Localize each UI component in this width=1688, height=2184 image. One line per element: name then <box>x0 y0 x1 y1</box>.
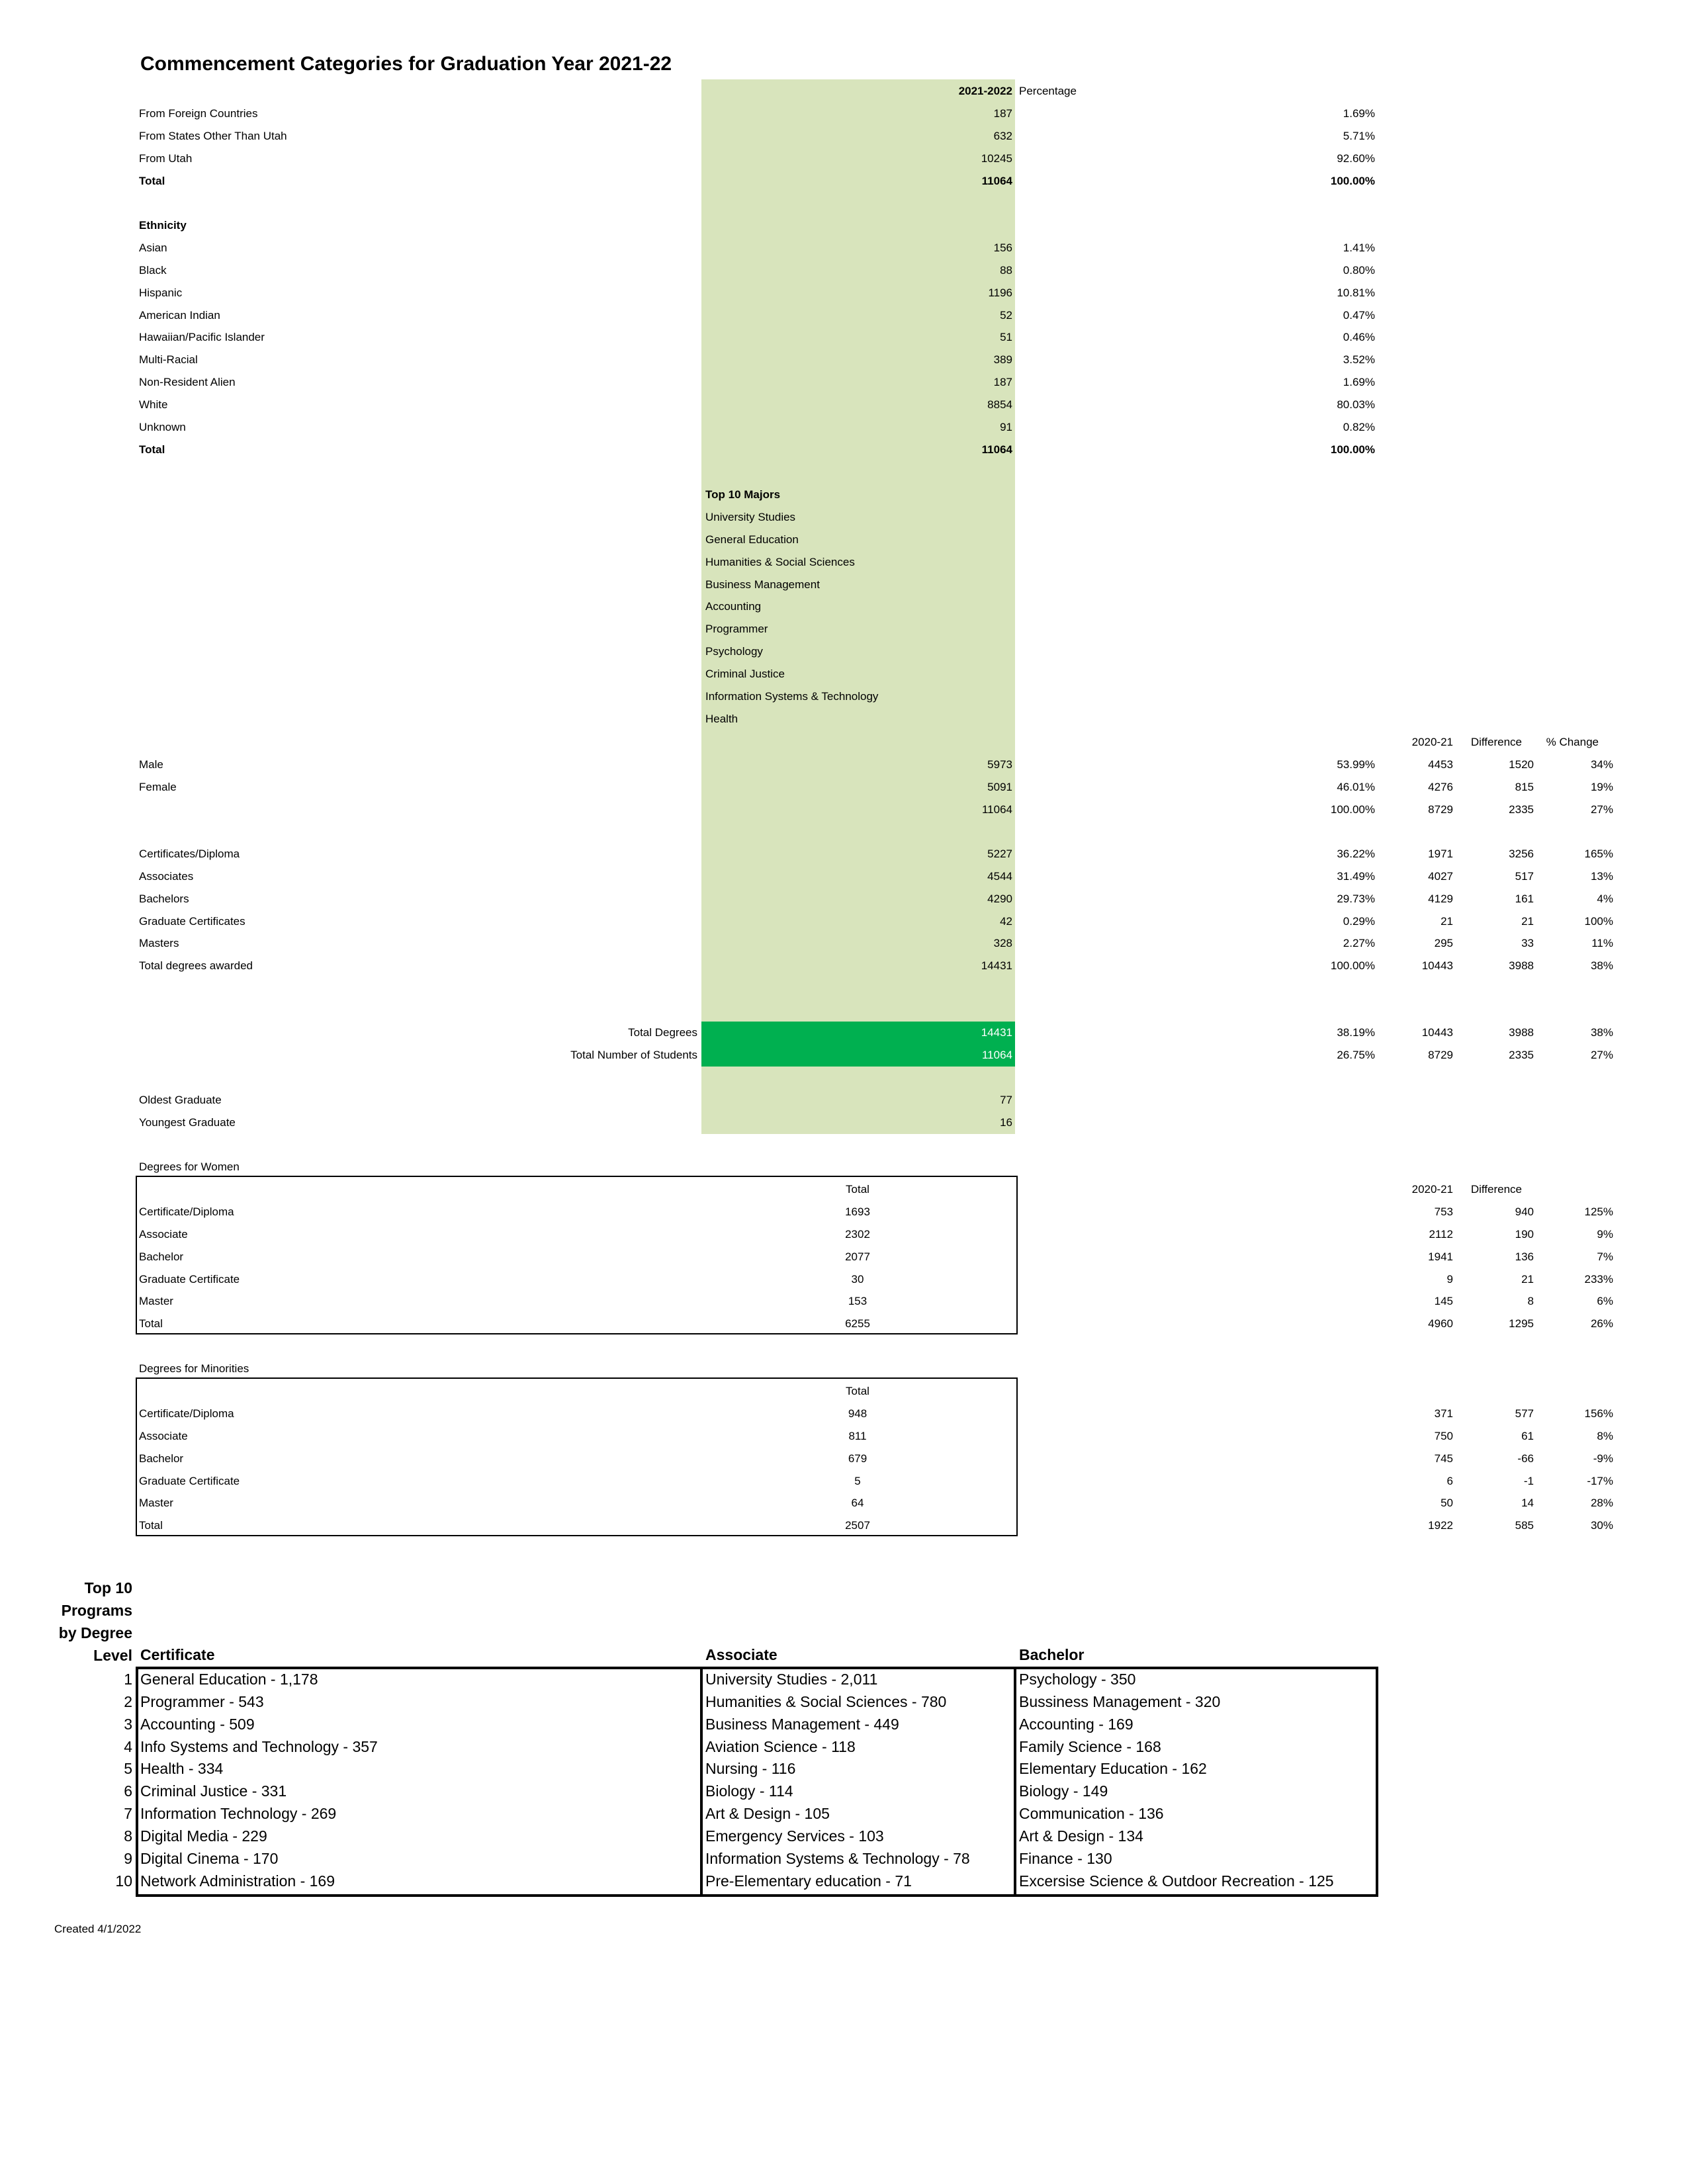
gender-change: 27% <box>1590 803 1613 816</box>
minorities-row-prev: 50 <box>1441 1497 1453 1510</box>
minorities-row-prev: 745 <box>1434 1452 1453 1465</box>
degrees-diff: 161 <box>1515 892 1534 905</box>
degrees-prev: 1971 <box>1428 848 1453 860</box>
age-label: Youngest Graduate <box>139 1115 236 1129</box>
programs-header-associate: Associate <box>705 1646 777 1663</box>
origin-label: Total <box>139 174 165 187</box>
minorities-row-label: Associate <box>139 1429 188 1442</box>
minorities-row-total: 811 <box>848 1429 867 1442</box>
ethnicity-label: Black <box>139 263 167 277</box>
gender-count: 5091 <box>987 780 1012 793</box>
women-row-label: Master <box>139 1295 173 1308</box>
minorities-row-total: 948 <box>848 1407 867 1420</box>
women-heading: Degrees for Women <box>139 1160 240 1173</box>
ethnicity-label: Total <box>139 443 165 456</box>
origin-label: From States Other Than Utah <box>139 129 287 142</box>
ethnicity-label: Unknown <box>139 420 186 433</box>
degrees-change: 100% <box>1584 914 1613 928</box>
minorities-row-total: 2507 <box>845 1519 870 1532</box>
minorities-row-change: -17% <box>1587 1474 1613 1487</box>
women-row-label: Associate <box>139 1227 188 1241</box>
degrees-change: 165% <box>1584 848 1613 860</box>
women-row-change: 6% <box>1597 1295 1613 1308</box>
program-bachelor: Excersise Science & Outdoor Recreation - 125 <box>1019 1872 1334 1890</box>
minorities-row-label: Bachelor <box>139 1452 184 1465</box>
degrees-diff: 3256 <box>1509 848 1534 860</box>
origin-count: 10245 <box>981 152 1012 165</box>
ethnicity-label: Non-Resident Alien <box>139 376 236 389</box>
age-value: 77 <box>1000 1094 1012 1106</box>
program-associate: Nursing - 116 <box>705 1760 796 1778</box>
program-bachelor: Communication - 136 <box>1019 1805 1164 1823</box>
minorities-row-total: 64 <box>851 1497 864 1510</box>
ethnicity-count: 187 <box>993 376 1012 389</box>
degrees-count: 5227 <box>987 848 1012 860</box>
program-associate: Aviation Science - 118 <box>705 1737 856 1755</box>
program-bachelor: Psychology - 350 <box>1019 1671 1136 1688</box>
minorities-heading: Degrees for Minorities <box>139 1362 249 1375</box>
minorities-row-diff: 585 <box>1515 1519 1534 1532</box>
degrees-label: Graduate Certificates <box>139 914 245 928</box>
degrees-count: 42 <box>1000 914 1012 928</box>
origin-count: 187 <box>993 107 1012 120</box>
gender-label: Male <box>139 758 163 771</box>
gender-prev: 8729 <box>1428 803 1453 816</box>
degrees-label: Certificates/Diploma <box>139 848 240 860</box>
women-row-prev: 2112 <box>1429 1227 1453 1241</box>
origin-label: From Foreign Countries <box>139 107 258 120</box>
gender-diff: 815 <box>1515 780 1534 793</box>
degrees-diff: 21 <box>1521 914 1534 928</box>
degrees-count: 14431 <box>981 959 1012 973</box>
minorities-row-diff: 61 <box>1521 1429 1534 1442</box>
minorities-row-prev: 6 <box>1446 1474 1453 1487</box>
gender-label: Female <box>139 780 177 793</box>
ethnicity-count: 11064 <box>981 443 1012 456</box>
ethnicity-count: 156 <box>993 241 1012 254</box>
degrees-count: 4290 <box>987 892 1012 905</box>
degrees-pct: 100.00% <box>1330 959 1375 973</box>
program-rank: 9 <box>124 1849 132 1867</box>
degrees-change: 13% <box>1590 869 1613 883</box>
gender-prev: 4276 <box>1428 780 1453 793</box>
women-row-change: 9% <box>1597 1227 1613 1241</box>
col-percentage-header: Percentage <box>1019 85 1077 97</box>
major-item: Criminal Justice <box>705 667 785 680</box>
ethnicity-heading: Ethnicity <box>139 219 187 232</box>
minorities-row-label: Certificate/Diploma <box>139 1407 234 1420</box>
women-row-change: 26% <box>1590 1317 1613 1331</box>
degrees-diff: 517 <box>1515 869 1534 883</box>
minorities-row-change: 8% <box>1597 1429 1613 1442</box>
programs-side-label: Level <box>93 1646 132 1664</box>
minorities-row-diff: -1 <box>1523 1474 1534 1487</box>
ethnicity-pct: 10.81% <box>1337 286 1375 299</box>
ethnicity-pct: 3.52% <box>1343 353 1375 367</box>
program-bachelor: Elementary Education - 162 <box>1019 1760 1207 1778</box>
ethnicity-label: Hawaiian/Pacific Islander <box>139 331 265 344</box>
degrees-count: 328 <box>993 937 1012 950</box>
degrees-diff: 33 <box>1521 937 1534 950</box>
degrees-count: 4544 <box>987 869 1012 883</box>
gender-diff: 1520 <box>1509 758 1534 771</box>
degrees-label: Bachelors <box>139 892 189 905</box>
program-certificate: Info Systems and Technology - 357 <box>140 1737 378 1755</box>
ethnicity-pct: 1.41% <box>1343 241 1375 254</box>
ethnicity-label: American Indian <box>139 308 220 322</box>
women-row-diff: 190 <box>1515 1227 1534 1241</box>
origin-pct: 92.60% <box>1337 152 1375 165</box>
gender-change: 19% <box>1590 780 1613 793</box>
program-rank: 7 <box>124 1805 132 1823</box>
women-row-change: 7% <box>1597 1250 1613 1263</box>
gender-pct: 46.01% <box>1337 780 1375 793</box>
totals-pct: 26.75% <box>1337 1048 1375 1061</box>
program-bachelor: Finance - 130 <box>1019 1849 1112 1867</box>
major-item: University Studies <box>705 511 796 523</box>
col-year-header: 2021-2022 <box>958 85 1012 97</box>
minorities-row-diff: -66 <box>1517 1452 1534 1465</box>
degrees-change: 38% <box>1590 959 1613 973</box>
program-rank: 5 <box>124 1760 132 1778</box>
women-row-diff: 940 <box>1515 1205 1534 1218</box>
degrees-pct: 0.29% <box>1343 914 1375 928</box>
program-rank: 6 <box>124 1782 132 1800</box>
program-bachelor: Art & Design - 134 <box>1019 1827 1143 1845</box>
women-row-diff: 1295 <box>1509 1317 1534 1331</box>
program-rank: 1 <box>124 1671 132 1688</box>
created-date: Created 4/1/2022 <box>54 1923 142 1935</box>
origin-count: 632 <box>993 129 1012 142</box>
program-bachelor: Accounting - 169 <box>1019 1715 1133 1733</box>
women-row-label: Total <box>139 1317 163 1331</box>
major-item: Health <box>705 712 738 725</box>
origin-pct: 100.00% <box>1330 174 1375 187</box>
minorities-row-change: 28% <box>1590 1497 1613 1510</box>
ethnicity-pct: 0.46% <box>1343 331 1375 344</box>
program-rank: 4 <box>124 1737 132 1755</box>
totals-prev: 8729 <box>1428 1048 1453 1061</box>
age-label: Oldest Graduate <box>139 1094 222 1106</box>
minorities-row-prev: 371 <box>1434 1407 1453 1420</box>
women-row-prev: 1941 <box>1428 1250 1453 1263</box>
programs-header-certificate: Certificate <box>140 1646 215 1663</box>
majors-heading: Top 10 Majors <box>705 488 781 501</box>
degrees-prev: 4129 <box>1428 892 1453 905</box>
programs-column-divider <box>700 1667 703 1897</box>
ethnicity-count: 389 <box>993 353 1012 367</box>
program-certificate: Digital Media - 229 <box>140 1827 267 1845</box>
ethnicity-count: 52 <box>1000 308 1012 322</box>
origin-pct: 1.69% <box>1343 107 1375 120</box>
major-item: Accounting <box>705 600 762 613</box>
programs-column-divider <box>1014 1667 1016 1897</box>
women-row-total: 1693 <box>845 1205 870 1218</box>
programs-side-label: by Degree <box>58 1624 132 1641</box>
ethnicity-label: Asian <box>139 241 167 254</box>
ethnicity-pct: 1.69% <box>1343 376 1375 389</box>
degrees-prev: 10443 <box>1421 959 1453 973</box>
origin-pct: 5.71% <box>1343 129 1375 142</box>
minorities-row-label: Graduate Certificate <box>139 1474 240 1487</box>
col-prev-header: 2020-21 <box>1411 736 1453 748</box>
women-row-total: 2077 <box>845 1250 870 1263</box>
totals-count: 14431 <box>981 1026 1012 1039</box>
program-associate: Biology - 114 <box>705 1782 793 1800</box>
col-change-header: % Change <box>1546 736 1599 748</box>
major-item: Business Management <box>705 578 820 591</box>
program-associate: Pre-Elementary education - 71 <box>705 1872 912 1890</box>
major-item: General Education <box>705 533 799 546</box>
ethnicity-pct: 0.82% <box>1343 420 1375 433</box>
women-row-diff: 136 <box>1515 1250 1534 1263</box>
gender-pct: 53.99% <box>1337 758 1375 771</box>
minorities-row-label: Total <box>139 1519 163 1532</box>
women-row-prev: 753 <box>1434 1205 1453 1218</box>
women-row-prev: 9 <box>1446 1272 1453 1286</box>
minorities-row-total: 5 <box>854 1474 861 1487</box>
ethnicity-label: Multi-Racial <box>139 353 198 367</box>
women-row-diff: 8 <box>1527 1295 1534 1308</box>
totals-diff: 2335 <box>1509 1048 1534 1061</box>
gender-pct: 100.00% <box>1330 803 1375 816</box>
women-row-label: Graduate Certificate <box>139 1272 240 1286</box>
minorities-row-change: 30% <box>1590 1519 1613 1532</box>
totals-label: Total Degrees <box>628 1026 697 1039</box>
program-associate: Art & Design - 105 <box>705 1805 830 1823</box>
program-bachelor: Family Science - 168 <box>1019 1737 1161 1755</box>
degrees-diff: 3988 <box>1509 959 1534 973</box>
gender-count: 11064 <box>981 803 1012 816</box>
program-associate: University Studies - 2,011 <box>705 1671 878 1688</box>
women-row-total: 153 <box>848 1295 867 1308</box>
program-associate: Humanities & Social Sciences - 780 <box>705 1692 947 1710</box>
degrees-pct: 36.22% <box>1337 848 1375 860</box>
ethnicity-count: 88 <box>1000 263 1012 277</box>
women-row-prev: 145 <box>1434 1295 1453 1308</box>
program-certificate: General Education - 1,178 <box>140 1671 318 1688</box>
women-row-change: 233% <box>1584 1272 1613 1286</box>
degrees-pct: 31.49% <box>1337 869 1375 883</box>
women-row-total: 2302 <box>845 1227 870 1241</box>
minorities-row-prev: 1922 <box>1428 1519 1453 1532</box>
ethnicity-pct: 100.00% <box>1330 443 1375 456</box>
degrees-change: 4% <box>1597 892 1613 905</box>
programs-header-bachelor: Bachelor <box>1019 1646 1085 1663</box>
degrees-label: Masters <box>139 937 179 950</box>
program-associate: Emergency Services - 103 <box>705 1827 884 1845</box>
degrees-label: Associates <box>139 869 194 883</box>
program-certificate: Information Technology - 269 <box>140 1805 337 1823</box>
program-rank: 3 <box>124 1715 132 1733</box>
totals-pct: 38.19% <box>1337 1026 1375 1039</box>
ethnicity-count: 8854 <box>987 398 1012 411</box>
age-value: 16 <box>1000 1115 1012 1129</box>
gender-prev: 4453 <box>1428 758 1453 771</box>
minorities-row-prev: 750 <box>1434 1429 1453 1442</box>
major-item: Psychology <box>705 645 763 658</box>
gender-count: 5973 <box>987 758 1012 771</box>
totals-change: 38% <box>1590 1026 1613 1039</box>
women-row-total: 6255 <box>845 1317 870 1331</box>
gender-change: 34% <box>1590 758 1613 771</box>
ethnicity-pct: 0.47% <box>1343 308 1375 322</box>
program-rank: 2 <box>124 1692 132 1710</box>
ethnicity-count: 91 <box>1000 420 1012 433</box>
page-title: Commencement Categories for Graduation Year 2021-22 <box>140 53 672 75</box>
program-certificate: Network Administration - 169 <box>140 1872 335 1890</box>
gender-diff: 2335 <box>1509 803 1534 816</box>
degrees-pct: 2.27% <box>1343 937 1375 950</box>
program-certificate: Criminal Justice - 331 <box>140 1782 287 1800</box>
totals-diff: 3988 <box>1509 1026 1534 1039</box>
origin-count: 11064 <box>981 174 1012 187</box>
women-total-header: Total <box>846 1183 869 1196</box>
program-associate: Information Systems & Technology - 78 <box>705 1849 970 1867</box>
minorities-row-total: 679 <box>848 1452 867 1465</box>
program-associate: Business Management - 449 <box>705 1715 899 1733</box>
women-row-label: Certificate/Diploma <box>139 1205 234 1218</box>
ethnicity-count: 1196 <box>988 286 1012 299</box>
col-diff-header: Difference <box>1470 736 1522 748</box>
minorities-row-label: Master <box>139 1497 173 1510</box>
major-item: Programmer <box>705 623 768 636</box>
degrees-change: 11% <box>1591 937 1613 950</box>
women-row-label: Bachelor <box>139 1250 184 1263</box>
ethnicity-pct: 80.03% <box>1337 398 1375 411</box>
minorities-total-header: Total <box>846 1385 869 1397</box>
origin-label: From Utah <box>139 152 193 165</box>
minorities-row-change: -9% <box>1593 1452 1613 1465</box>
program-certificate: Digital Cinema - 170 <box>140 1849 279 1867</box>
ethnicity-label: White <box>139 398 168 411</box>
totals-prev: 10443 <box>1421 1026 1453 1039</box>
program-rank: 8 <box>124 1827 132 1845</box>
program-bachelor: Bussiness Management - 320 <box>1019 1692 1221 1710</box>
degrees-prev: 4027 <box>1428 869 1453 883</box>
women-row-change: 125% <box>1584 1205 1613 1218</box>
degrees-label: Total degrees awarded <box>139 959 253 973</box>
women-row-diff: 21 <box>1521 1272 1534 1286</box>
program-rank: 10 <box>115 1872 132 1890</box>
minorities-row-diff: 577 <box>1515 1407 1534 1420</box>
degrees-pct: 29.73% <box>1337 892 1375 905</box>
degrees-prev: 21 <box>1441 914 1453 928</box>
program-certificate: Health - 334 <box>140 1760 224 1778</box>
programs-side-label: Programs <box>61 1601 132 1619</box>
ethnicity-label: Hispanic <box>139 286 183 299</box>
degrees-prev: 295 <box>1434 937 1453 950</box>
major-item: Information Systems & Technology <box>705 689 879 703</box>
minorities-row-change: 156% <box>1584 1407 1613 1420</box>
minorities-row-diff: 14 <box>1521 1497 1534 1510</box>
women-row-total: 30 <box>851 1272 864 1286</box>
program-certificate: Accounting - 509 <box>140 1715 255 1733</box>
women-prev-header: 2020-21 <box>1411 1183 1453 1196</box>
programs-side-label: Top 10 <box>84 1579 132 1596</box>
totals-change: 27% <box>1590 1048 1613 1061</box>
women-diff-header: Difference <box>1470 1183 1522 1196</box>
women-row-prev: 4960 <box>1428 1317 1453 1331</box>
ethnicity-count: 51 <box>1000 331 1012 344</box>
program-bachelor: Biology - 149 <box>1019 1782 1108 1800</box>
totals-count: 11064 <box>981 1048 1012 1061</box>
ethnicity-pct: 0.80% <box>1343 263 1375 277</box>
major-item: Humanities & Social Sciences <box>705 555 855 568</box>
program-certificate: Programmer - 543 <box>140 1692 264 1710</box>
totals-label: Total Number of Students <box>570 1048 697 1061</box>
